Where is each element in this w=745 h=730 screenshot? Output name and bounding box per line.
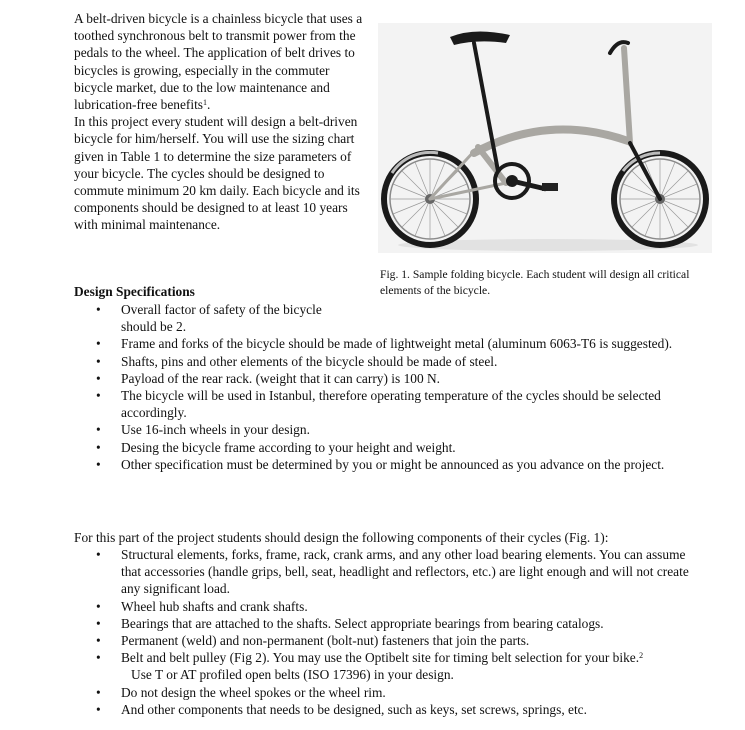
component-item: • Structural elements, forks, frame, rack, crank arms, and any other load bearing elements. You can assume that accessories (handle grips, bell, seat, headlight and reflectors, etc.) are light enough and will not create any significant load. (96, 546, 706, 598)
spec-item: • Frame and forks of the bicycle should be made of lightweight metal (aluminum 6063-T6 is suggested). (96, 335, 691, 352)
components-list (96, 546, 706, 718)
component-item: • Belt and belt pulley (Fig 2). You may use the Optibelt site for timing belt selection for your bike.$^2$ Use T or AT profiled open belts (ISO 17396) in your design. (96, 649, 706, 683)
spec-item: • Use 16-inch wheels in your design. (96, 421, 691, 438)
component-item: • And other components that needs to be designed, such as keys, set screws, springs, etc. (96, 701, 706, 718)
component-item: • Wheel hub shafts and crank shafts. (96, 598, 706, 615)
intro-text (74, 10, 366, 234)
component-item: • Do not design the wheel spokes or the wheel rim. (96, 684, 706, 701)
figure-caption: Fig. 1. Sample folding bicycle. Each student will design all critical elements of the bicycle. (380, 268, 690, 297)
spec-item: • Overall factor of safety of the bicycle should be 2. (96, 301, 347, 335)
intro-paragraph-1: A belt-driven bicycle is a chainless bicycle that uses a toothed synchronous belt to transmit power from the pedals to the wheel. The application of belt drives to bicycles is growing, especially in the commuter bicycle market, due to the low maintenance and lubrication-free benefits$^1$. (74, 11, 363, 113)
folding-bicycle-image (378, 23, 712, 253)
footnote-marker-1: 1 (203, 98, 208, 108)
spec-item: • Desing the bicycle frame according to your height and weight. (96, 439, 691, 456)
spec-item: • The bicycle will be used in Istanbul, therefore operating temperature of the cycles should be selected accordingly. (96, 387, 701, 421)
bicycle-figure (378, 23, 712, 253)
design-specifications-heading: Design Specifications (74, 284, 195, 299)
footnote-marker-2: 2 (639, 651, 644, 661)
components-intro: For this part of the project students should design the following components of their cycles (Fig. 1): (74, 530, 609, 545)
design-specifications-list (96, 301, 706, 473)
saddle (450, 31, 510, 45)
bicycle-frame (430, 42, 660, 199)
intro-paragraph-2: In this project every student will design a belt-driven bicycle for him/herself. You will use the sizing chart given in Table 1 to determine the size parameters of your bicycle. The cycles should be designed to commute minimum 20 km daily. Each bicycle and its components should be designed to at least 10 years with minimal maintenance. (74, 114, 360, 233)
component-item: • Bearings that are attached to the shafts. Select appropriate bearings from bearing catalogs. (96, 615, 706, 632)
spec-item: • Other specification must be determined by you or might be announced as you advance on the project. (96, 456, 706, 473)
spec-item: • Payload of the rear rack. (weight that it can carry) is 100 N. (96, 370, 691, 387)
component-item: • Permanent (weld) and non-permanent (bolt-nut) fasteners that join the parts. (96, 632, 706, 649)
spec-item: • Shafts, pins and other elements of the bicycle should be made of steel. (96, 353, 691, 370)
